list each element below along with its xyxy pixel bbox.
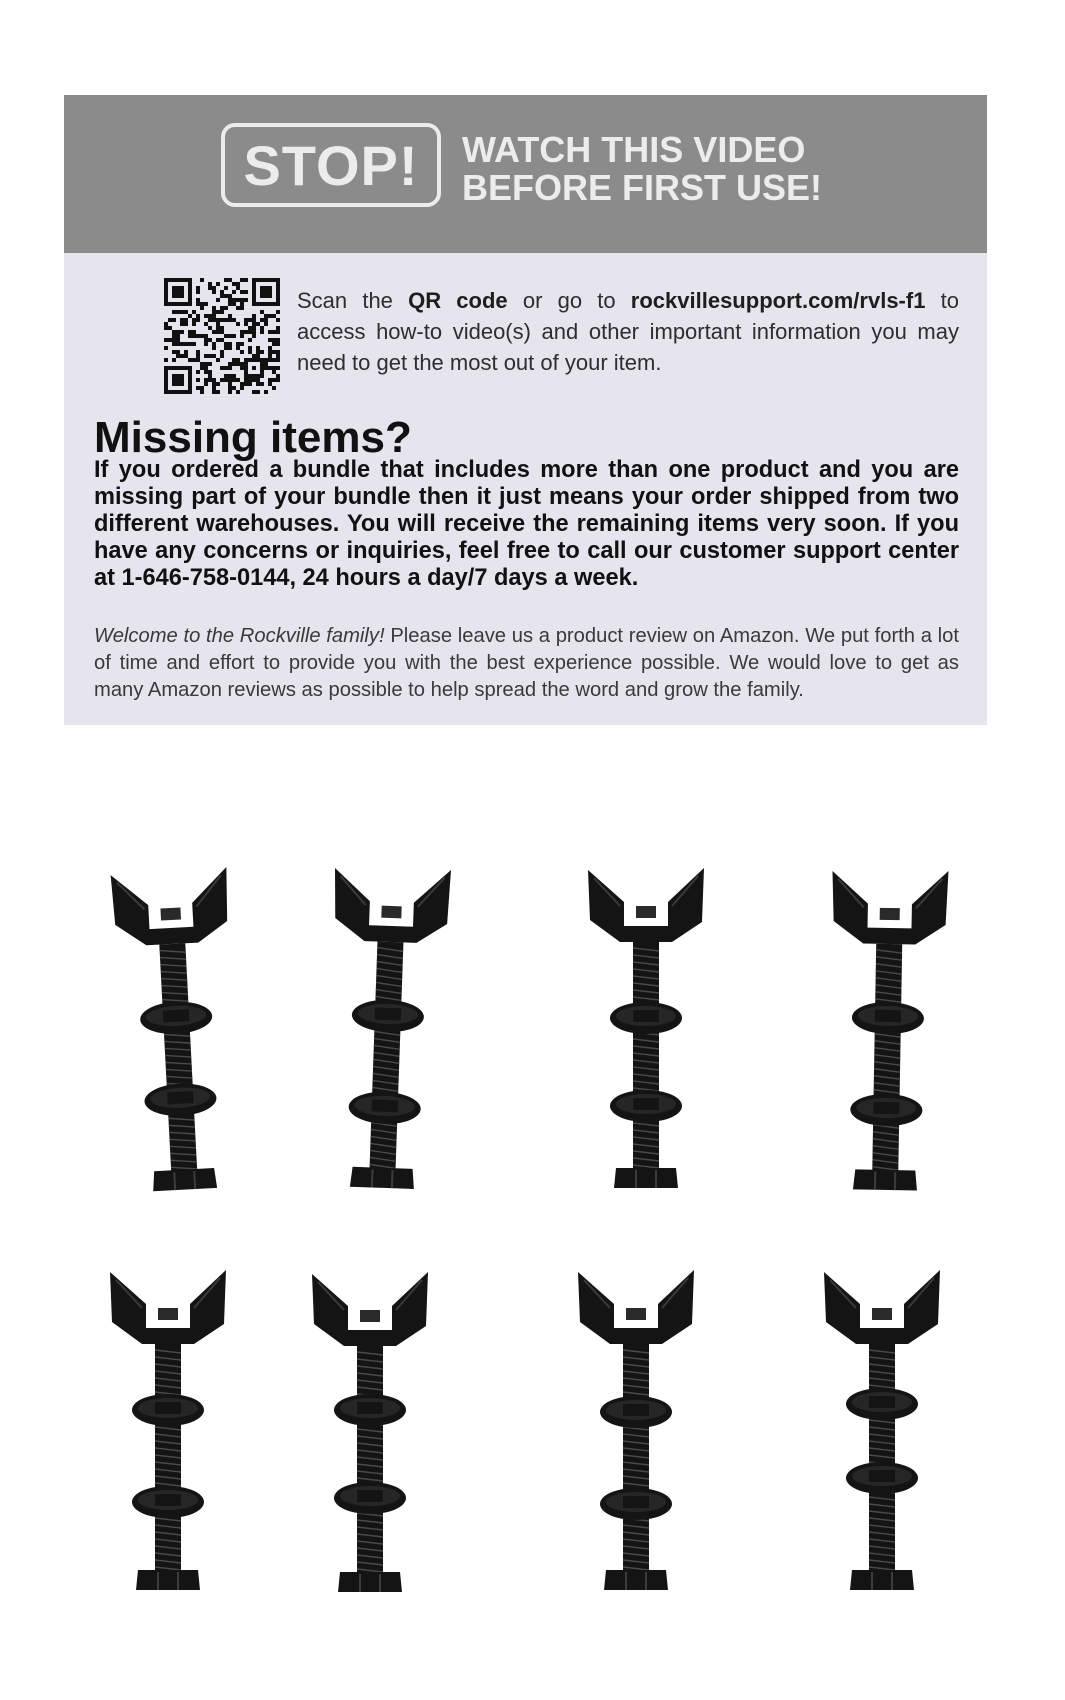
stop-badge bbox=[221, 123, 441, 207]
watch-line-2: BEFORE FIRST USE! bbox=[462, 167, 823, 208]
scan-mid: or go to bbox=[507, 288, 631, 313]
missing-items-body: If you ordered a bundle that includes more than one product and you are missing part of your bundle then it just means your order shipped from two different warehouses. You will receive the remaining items very soon. If you have any concerns or inquiries, feel free to call our customer support center at 1-646-758-0144, 24 hours a day/7 days a week. bbox=[94, 457, 959, 591]
watch-video-heading bbox=[462, 131, 822, 207]
scan-instructions bbox=[297, 285, 959, 378]
card-header bbox=[64, 95, 987, 253]
wing-bolt-icon bbox=[312, 1272, 428, 1592]
wing-bolt-set bbox=[0, 860, 1065, 1700]
wing-bolt-icon bbox=[588, 868, 704, 1188]
wing-bolt-icon bbox=[110, 1270, 226, 1590]
scan-qr-label: QR code bbox=[408, 288, 508, 313]
qr-code-icon[interactable] bbox=[164, 278, 280, 394]
wing-bolt-icon bbox=[824, 1270, 940, 1590]
wing-bolt-icon bbox=[827, 869, 949, 1191]
support-url-link[interactable]: rockvillesupport.com/rvls-f1 bbox=[630, 288, 926, 313]
wing-bolt-icon bbox=[111, 867, 244, 1193]
wing-bolt-icon bbox=[324, 866, 451, 1190]
scan-post: to access how-to video(s) and other important information you may need to get the most out of your item. bbox=[297, 288, 959, 375]
instruction-card bbox=[64, 95, 987, 725]
wing-bolt-icon bbox=[578, 1270, 694, 1590]
missing-items-heading: Missing items? bbox=[94, 413, 412, 462]
welcome-rest: Please leave us a product review on Amazon. We put forth a lot of time and effort to provide you with the best experience possible. We would love to get as many Amazon reviews as possible to help spread the word and grow the family. bbox=[94, 625, 959, 701]
watch-line-1: WATCH THIS VIDEO bbox=[462, 129, 806, 170]
welcome-paragraph bbox=[94, 623, 959, 704]
stop-label: STOP! bbox=[243, 133, 419, 197]
scan-pre: Scan the bbox=[297, 288, 409, 313]
welcome-italic: Welcome to the Rockville family! bbox=[94, 625, 385, 647]
